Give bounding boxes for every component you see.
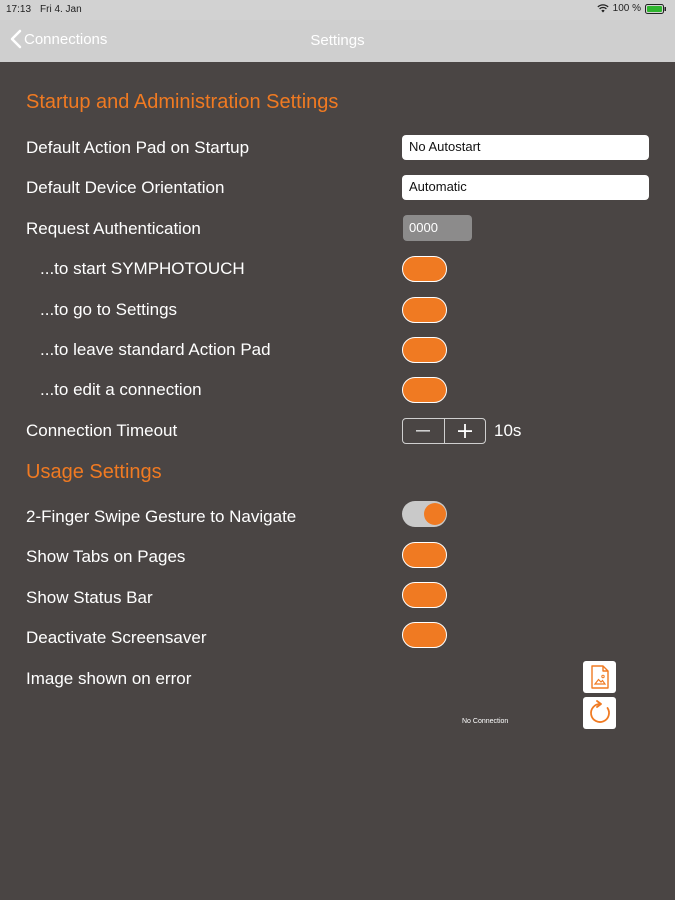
screensaver-label: Deactivate Screensaver (26, 628, 207, 647)
show-statusbar-label: Show Status Bar (26, 588, 153, 607)
choose-image-button[interactable] (583, 661, 616, 693)
screensaver-toggle[interactable] (402, 622, 447, 648)
toggle-knob (404, 624, 426, 646)
auth-leave-toggle[interactable] (402, 337, 447, 363)
toggle-knob (404, 584, 426, 606)
auth-start-label: ...to start SYMPHOTOUCH (40, 259, 245, 278)
toggle-knob (424, 503, 446, 525)
toggle-knob (404, 299, 426, 321)
reset-image-button[interactable] (583, 697, 616, 729)
startup-section-title: Startup and Administration Settings (26, 91, 339, 113)
status-right (597, 3, 667, 14)
show-statusbar-toggle[interactable] (402, 582, 447, 608)
auth-settings-toggle[interactable] (402, 297, 447, 323)
swipe-gesture-label: 2-Finger Swipe Gesture to Navigate (26, 507, 297, 526)
default-action-pad-label: Default Action Pad on Startup (26, 138, 250, 157)
decrement-button[interactable] (403, 419, 444, 443)
default-action-pad-field[interactable]: No Autostart (402, 135, 649, 160)
image-file-icon (590, 665, 610, 689)
orientation-label: Default Device Orientation (26, 178, 225, 197)
minus-icon (416, 430, 430, 432)
battery-icon (645, 4, 667, 14)
plus-icon (458, 424, 472, 438)
orientation-field[interactable]: Automatic (402, 175, 649, 200)
show-tabs-toggle[interactable] (402, 542, 447, 568)
timeout-stepper (402, 418, 486, 444)
toggle-knob (404, 379, 426, 401)
reload-icon (587, 700, 613, 726)
battery-percent: 100 % (612, 3, 641, 14)
auth-edit-label: ...to edit a connection (40, 380, 202, 399)
status-time: 17:13 (6, 4, 32, 15)
auth-edit-toggle[interactable] (402, 377, 447, 403)
timeout-value: 10s (494, 421, 522, 440)
status-bar (0, 0, 675, 20)
auth-leave-label: ...to leave standard Action Pad (40, 340, 271, 359)
toggle-knob (404, 258, 426, 280)
toggle-knob (404, 339, 426, 361)
back-button-label: Connections (24, 30, 108, 48)
auth-start-toggle[interactable] (402, 256, 447, 282)
error-image-label: Image shown on error (26, 669, 192, 688)
auth-pin-field[interactable]: 0000 (403, 215, 472, 241)
status-date: Fri 4. Jan (40, 4, 82, 15)
show-tabs-label: Show Tabs on Pages (26, 547, 186, 566)
usage-section-title: Usage Settings (26, 461, 162, 483)
error-image-preview: No Connection (462, 718, 509, 725)
navigation-bar (0, 20, 675, 62)
timeout-label: Connection Timeout (26, 421, 178, 440)
auth-label: Request Authentication (26, 219, 201, 238)
auth-settings-label: ...to go to Settings (40, 300, 178, 319)
swipe-gesture-toggle[interactable] (402, 501, 447, 527)
wifi-icon (597, 4, 609, 13)
toggle-knob (404, 544, 426, 566)
page-title: Settings (310, 32, 365, 49)
increment-button[interactable] (444, 419, 486, 443)
